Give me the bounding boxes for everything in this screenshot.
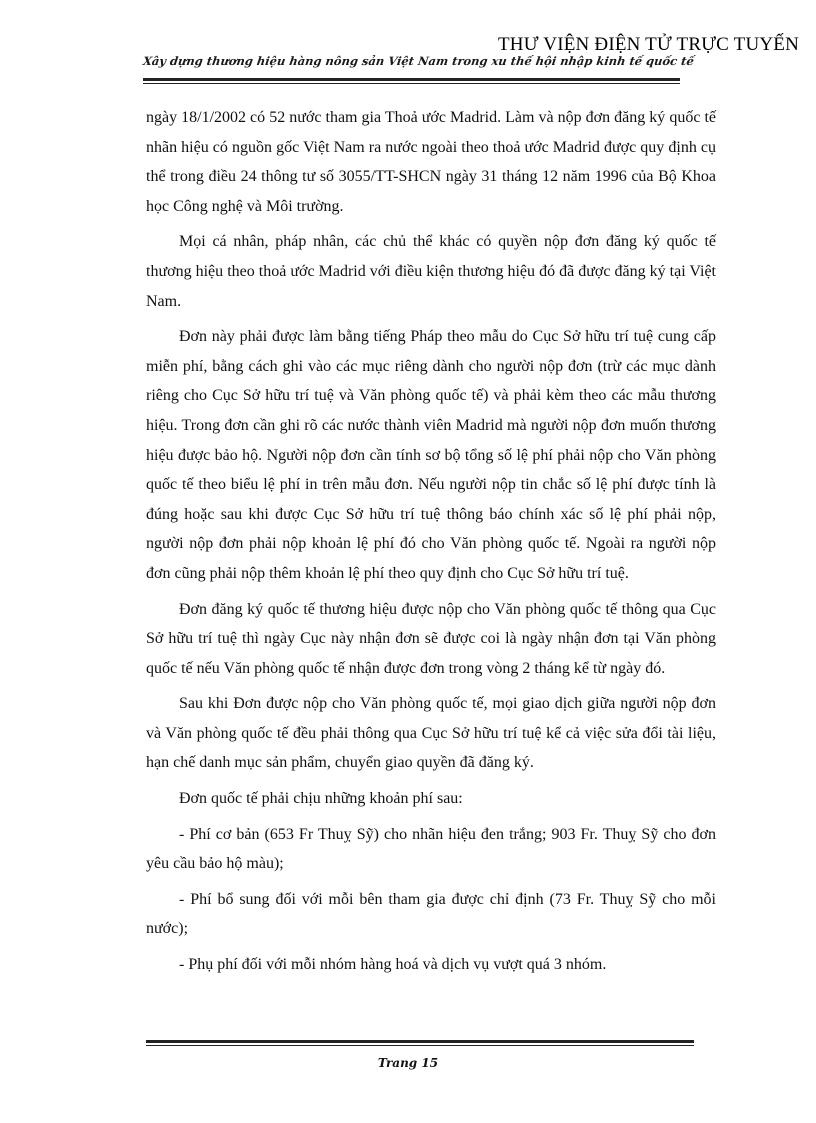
header-rule (143, 78, 680, 81)
paragraph: Đơn này phải được làm bằng tiếng Pháp theo mẫu do Cục Sở hữu trí tuệ cung cấp miễn phí, bằng cách ghi vào các mục riêng dành cho người nộp đơn (trừ các mục dành riêng cho Cục Sở hữu trí tuệ và Văn phòng quốc tế) và phải kèm theo các mẫu thương hiệu. Trong đơn cần ghi rõ các nước thành viên Madrid mà người nộp đơn muốn thương hiệu được bảo hộ. Người nộp đơn cần tính sơ bộ tổng số lệ phí phải nộp cho Văn phòng quốc tế theo biểu lệ phí in trên mẫu đơn. Nếu người nộp tin chắc số lệ phí được tính là đúng hoặc sau khi được Cục Sở hữu trí tuệ thông báo chính xác số lệ phí phải nộp, người nộp đơn phải nộp khoản lệ phí đó cho Văn phòng quốc tế. Ngoài ra người nộp đơn cũng phải nộp thêm khoản lệ phí theo quy định cho Cục Sở hữu trí tuệ. (146, 328, 716, 582)
body-text (146, 103, 716, 986)
list-item: - Phí bổ sung đối với mỗi bên tham gia được chỉ định (73 Fr. Thuỵ Sỹ cho mỗi nước); (146, 890, 716, 938)
paragraph: Sau khi Đơn được nộp cho Văn phòng quốc tế, mọi giao dịch giữa người nộp đơn và Văn phòng quốc tế đều phải thông qua Cục Sở hữu trí tuệ kể cả việc sửa đổi tài liệu, hạn chế danh mục sản phẩm, chuyển giao quyền đã đăng ký. (146, 695, 716, 772)
paragraph: Đơn đăng ký quốc tế thương hiệu được nộp cho Văn phòng quốc tế thông qua Cục Sở hữu trí tuệ thì ngày Cục này nhận đơn sẽ được coi là ngày nhận đơn tại Văn phòng quốc tế nếu Văn phòng quốc tế nhận được đơn trong vòng 2 tháng kể từ ngày đó. (146, 600, 716, 677)
list-item: - Phí cơ bản (653 Fr Thuỵ Sỹ) cho nhãn hiệu đen trắng; 903 Fr. Thuỵ Sỹ cho đơn yêu cầu bảo hộ màu); (146, 825, 716, 873)
page-number: Trang 15 (377, 1056, 439, 1070)
paragraph: Đơn quốc tế phải chịu những khoản phí sau: (179, 790, 463, 808)
footer-rule (146, 1040, 694, 1043)
footer-rule-thin (146, 1045, 694, 1046)
paragraph: Mọi cá nhân, pháp nhân, các chủ thể khác có quyền nộp đơn đăng ký quốc tế thương hiệu theo thoả ước Madrid với điều kiện thương hiệu đó đã được đăng ký tại Việt Nam. (146, 233, 716, 310)
header-rule-thin (143, 83, 680, 84)
paragraph: ngày 18/1/2002 có 52 nước tham gia Thoả ước Madrid. Làm và nộp đơn đăng ký quốc tế nhãn hiệu có nguồn gốc Việt Nam ra nước ngoài theo thoả ước Madrid được quy định cụ thể trong điều 24 thông tư số 3055/TT-SHCN ngày 31 tháng 12 năm 1996 của Bộ Khoa học Công nghệ và Môi trường. (146, 109, 716, 215)
library-watermark: THƯ VIỆN ĐIỆN TỬ TRỰC TUYẾN (498, 34, 800, 55)
running-header-title: Xây dựng thương hiệu hàng nông sản Việt Nam trong xu thế hội nhập kinh tế quốc tế (142, 54, 695, 68)
list-item: - Phụ phí đối với mỗi nhóm hàng hoá và dịch vụ vượt quá 3 nhóm. (179, 956, 607, 974)
